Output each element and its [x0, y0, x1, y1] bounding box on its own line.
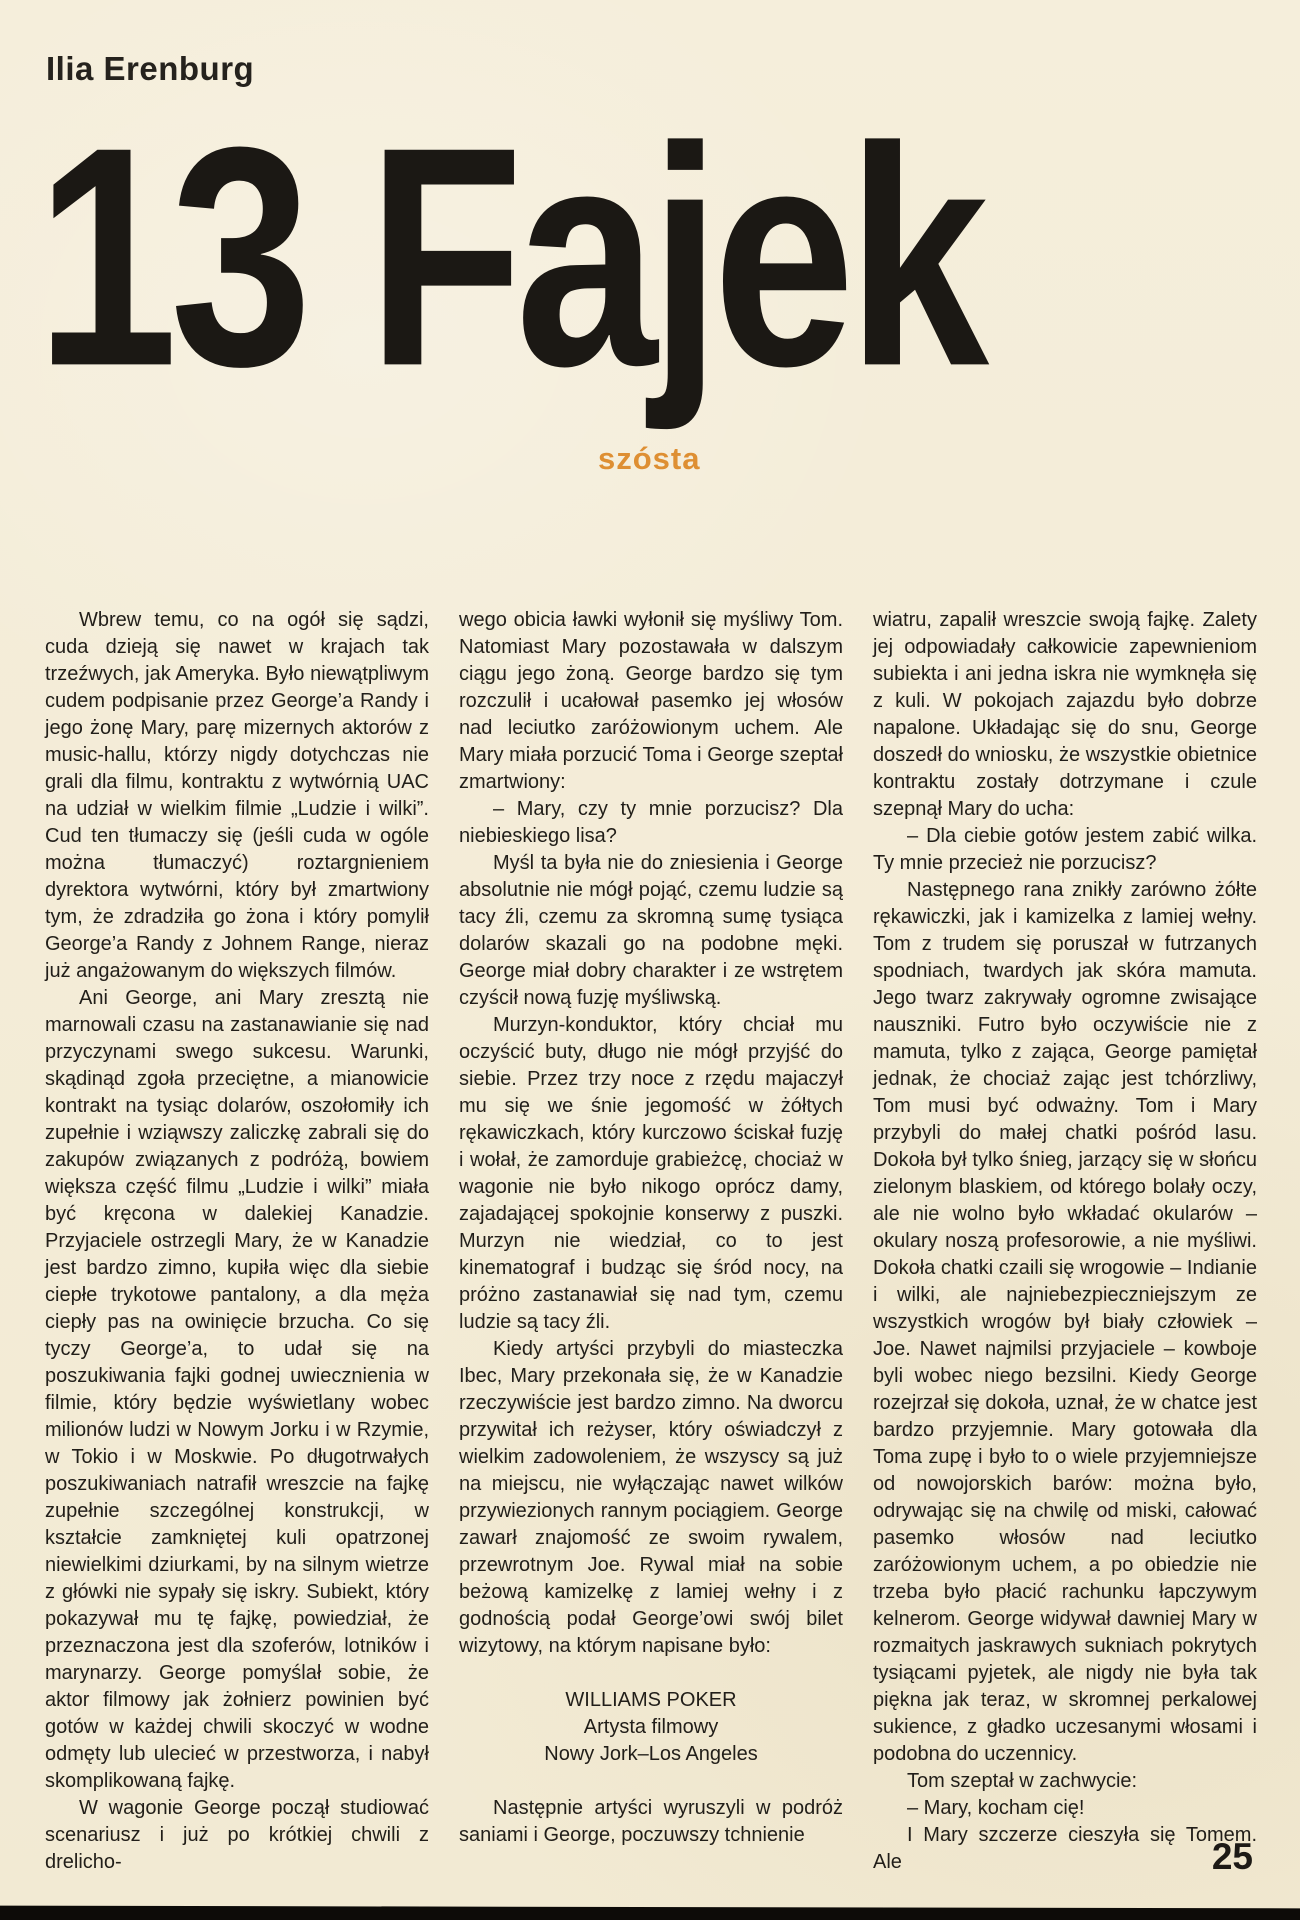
- page-number: 25: [1211, 1836, 1253, 1877]
- paragraph: Kiedy artyści przybyli do miasteczka Ibec, Mary przekonała się, że w Kanadzie rzeczywiście jest bardzo zimno. Na dworcu przywitał ich reżyser, który oświadczył z wielkim zadowoleniem, że wszyscy są już na miejscu, nie wyłączając nawet wilków przywiezionych rannym pociągiem. George zawarł znajomość ze swoim rywalem, przewrotnym Joe. Rywal miał na sobie beżową kamizelkę z lamiej wełny i z godnością podał George’owi swój bilet wizytowy, na którym napisane było:: [459, 1338, 843, 1657]
- paragraph: W wagonie George począł studiować scenariusz i już po krótkiej chwili z drelicho-: [45, 1797, 429, 1873]
- card-line: Artysta filmowy: [583, 1716, 719, 1738]
- paragraph: – Mary, kocham cię!: [907, 1797, 1085, 1819]
- paragraph: Ani George, ani Mary zresztą nie marnowali czasu na zastanawianie się nad przyczynami swego sukcesu. Warunki, skądinąd zgoła przeciętne, a mianowicie kontrakt na tysiąc dolarów, oszołomiły ich zupełnie i wziąwszy zaliczkę zabrali się do zakupów związanych z podróżą, bowiem większa część filmu „Ludzie i wilki” miała być kręcona w dalekiej Kanadzie. Przyjaciele ostrzegli Mary, że w Kanadzie jest bardzo zimno, kupiła więc dla siebie ciepłe trykotowe pantalony, a dla męża ciepły pas na owinięcie brzucha. Co się tyczy George’a, to udał się na poszukiwania fajki godnej uwiecznienia w filmie, który będzie wyświetlany wobec milionów ludzi w Nowym Jorku i w Rzymie, w Tokio i w Moskwie. Po długotrwałych poszukiwaniach natrafił wreszcie na fajkę zupełnie szczególnej konstrukcji, w kształcie zamkniętej kuli opatrzonej niewielkimi dziurkami, by na silnym wietrze z główki nie sypały się iskry. Subiekt, który pokazywał mu tę fajkę, powiedział, że przeznaczona jest dla szoferów, lotników i marynarzy. George pomyślał sobie, że aktor filmowy jak żołnierz powinien być gotów w każdej chwili skoczyć w wodne odmęty lub ulecieć w przestworza, i nabył skomplikowaną fajkę.: [45, 987, 429, 1792]
- paragraph: Tom szeptał w zachwycie:: [907, 1770, 1138, 1792]
- paragraph: Murzyn-konduktor, który chciał mu oczyścić buty, długo nie mógł przyjść do siebie. Przez trzy noce z rzędu majaczył mu się we śnie jegomość w żółtych rękawiczkach, który kurczowo ściskał fuzję i wołał, że zamorduje grabieżcę, chociaż w wagonie nie było nikogo oprócz damy, zajadającej spokojnie konserwy z puszki. Murzyn nie wiedział, co to jest kinematograf i budząc się śród nocy, na próżno zastanawiał się nad tym, czemu ludzie są tacy źli.: [459, 1014, 843, 1333]
- text-column-2: [459, 607, 843, 1876]
- paragraph: – Mary, czy ty mnie porzucisz? Dla niebieskiego lisa?: [459, 798, 843, 847]
- card-line: Nowy Jork–Los Angeles: [544, 1743, 758, 1765]
- paragraph: Następnie artyści wyruszyli w podróż saniami i George, poczuwszy tchnienie: [459, 1797, 843, 1846]
- paragraph: wiatru, zapalił wreszcie swoją fajkę. Zalety jej odpowiadały całkowicie zapewnieniom subiekta i ani jedna iskra nie wymknęła się z kuli. W pokojach zajazdu było dobrze napalone. Układając się do snu, George doszedł do wniosku, że wszystkie obietnice kontraktu zostały dotrzymane i czule szepnął Mary do ucha:: [873, 609, 1257, 820]
- paragraph: Następnego rana znikły zarówno żółte rękawiczki, jak i kamizelka z lamiej wełny. Tom z trudem się poruszał w futrzanych spodniach, twardych jak skóra mamuta. Jego twarz zakrywały ogromne zwisające nauszniki. Futro było oczywiście nie z mamuta, tylko z zająca, George pamiętał jednak, że chociaż zając jest tchórzliwy, Tom musi być odważny. Tom i Mary przybyli do małej chatki pośród lasu. Dokoła był tylko śnieg, jarzący się w słońcu zielonym blaskiem, od którego bolały oczy, ale nie wolno było wkładać okularów – okulary noszą profesorowie, a nie myśliwi. Dokoła chatki czaili się wrogowie – Indianie i wilki, ale najniebezpieczniejszym ze wszystkich wrogów był biały człowiek – Joe. Nawet najmilsi przyjaciele – kowboje byli wobec niego bezsilni. Kiedy George rozejrzał się dokoła, uznał, że w chatce jest bardzo przyjemnie. Mary gotowała dla Toma zupę i było to o wiele przyjemniejsze od nowojorskich barów: można było, odrywając się na chwilę od miski, całować pasemko włosów nad leciutko zaróżowionym uchem, a po obiedzie nie trzeba było płacić rachunku łapczywym kelnerom. George widywał dawniej Mary w rozmaitych jaskrawych sukniach pokrytych tysiącami pyjetek, ale nigdy nie była tak piękna jak teraz, w skromnej perkalowej sukience, z gładko uczesanymi włosami i podobna do uczennicy.: [873, 879, 1257, 1765]
- text-column-1: [45, 607, 429, 1876]
- text-column-3: [873, 607, 1257, 1876]
- paragraph: Myśl ta była nie do zniesienia i George absolutnie nie mógł pojąć, czemu ludzie są tacy źli, czemu za skromną sumę tysiąca dolarów skazali go na podobne męki. George miał dobry charakter i ze wstrętem czyścił nową fuzję myśliwską.: [459, 852, 843, 1009]
- card-line: WILLIAMS POKER: [565, 1689, 737, 1711]
- paragraph: Wbrew temu, co na ogół się sądzi, cuda dzieją się nawet w krajach tak trzeźwych, jak Ameryka. Było niewątpliwym cudem podpisanie przez George’a Randy i jego żonę Mary, parę mizernych aktorów z music-hallu, którzy nigdy dotychczas nie grali dla filmu, kontraktu z wytwórnią UAC na udział w wielkim filmie „Ludzie i wilki”. Cud ten tłumaczy się (jeśli cuda w ogóle można tłumaczyć) roztargnieniem dyrektora wytwórni, który był zmartwiony tym, że zdradziła go żona i który pomylił George’a Randy z Johnem Range, nieraz już angażowanym do większych filmów.: [45, 609, 429, 982]
- columns: [45, 607, 1257, 1876]
- paragraph: wego obicia ławki wyłonił się myśliwy Tom. Natomiast Mary pozostawała w dalszym ciągu jego żoną. George bardzo się tym rozczulił i ucałował pasemko jej włosów nad leciutko zaróżowionym uchem. Ale Mary miała porzucić Toma i George szeptał zmartwiony:: [459, 609, 843, 793]
- author-name: Ilia Erenburg: [46, 50, 255, 87]
- paragraph: – Dla ciebie gotów jestem zabić wilka. Ty mnie przecież nie porzucisz?: [873, 825, 1257, 874]
- chapter-label: szósta: [598, 441, 701, 476]
- scan-edge: [0, 1906, 1300, 1920]
- paragraph: I Mary szczerze cieszyła się Tomem. Ale: [873, 1824, 1257, 1873]
- article-title: 13 Fajek: [36, 81, 982, 431]
- business-card: [459, 1687, 843, 1768]
